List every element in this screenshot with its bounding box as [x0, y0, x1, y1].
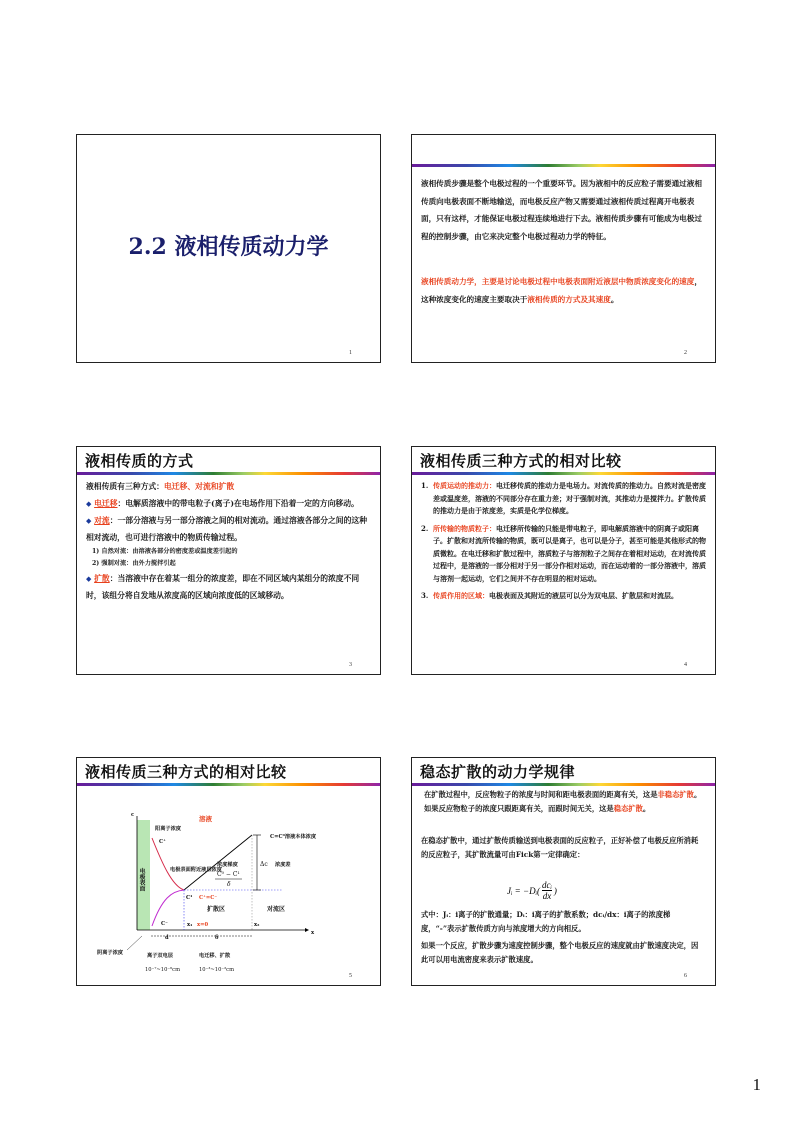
page-number: 1 — [752, 1075, 761, 1094]
svg-text:C¹: C¹ — [186, 895, 193, 901]
slide-1 — [76, 134, 381, 363]
svg-text:浓度差: 浓度差 — [275, 862, 291, 868]
term: 对流 — [94, 516, 110, 525]
item-number: 2. — [421, 523, 429, 533]
formula-right: ) — [553, 885, 557, 896]
highlight-text: 非稳态扩散 — [657, 790, 694, 799]
slide-4 — [411, 446, 716, 675]
slide-2 — [411, 134, 716, 363]
svg-text:10⁻⁷~10⁻⁶cm: 10⁻⁷~10⁻⁶cm — [145, 967, 181, 973]
fick-formula — [507, 880, 557, 901]
term: 传质作用的区域： — [433, 591, 489, 600]
slide-paragraph-2 — [421, 273, 707, 308]
highlight-text: 液相传质动力学，主要是讨论电极过程中电极表面附近液层中物质浓度变化的速度 — [421, 277, 695, 286]
paragraph-1 — [424, 788, 703, 815]
slide-body — [86, 478, 372, 604]
plain-text: 。 — [642, 803, 651, 813]
svg-text:对流区: 对流区 — [267, 906, 286, 913]
plain-text: ，这种浓度变化的速度主要取决于 — [421, 277, 702, 304]
definition: 电迁移所传输的只能是带电粒子，即电解质溶液中的阴离子或阳离子。扩散和对流所传输的物质，既可以是离子，也可以是分子，甚至可能是其他形式的物质微粒。在电迁移和扩散过程中，溶质粒子与溶剂粒子之间存在着相对运动，在对流传质过程中，是溶液的一部分相对于另一部分作相对运动，而在运动着的一部分溶液中，溶质与溶剂一起运动，它们之间并不存在明显的相对运动。 — [433, 523, 706, 583]
svg-text:d: d — [165, 935, 169, 941]
slide-6 — [411, 757, 716, 986]
paragraph-3: 式中：Jᵢ：i离子的扩散通量；Dᵢ：i离子的扩散系数；dcᵢ/dx：i离子的浓度梯度，“-”表示扩散传质方向与浓度增大的方向相反。 — [421, 910, 671, 933]
concentration-diagram — [77, 758, 381, 986]
term: 传质运动的推动力： — [433, 481, 496, 490]
slide-number: 2 — [684, 350, 687, 356]
term: 扩散 — [94, 574, 110, 583]
slide-heading: 液相传质的方式 — [85, 452, 194, 470]
fraction — [542, 880, 552, 901]
slide-title: 2.2 液相传质动力学 — [128, 234, 329, 260]
intro-line — [86, 478, 372, 495]
slide-heading: 液相传质三种方式的相对比较 — [85, 763, 287, 781]
slide-number: 1 — [349, 350, 352, 356]
definition: 电极表面及其附近的液层可以分为双电层、扩散层和对流层。 — [489, 591, 678, 600]
slide-3 — [76, 446, 381, 675]
paragraph-2: 在稳态扩散中，通过扩散传质输送到电极表面的反应粒子，正好补偿了电极反应所消耗的反应粒子，其扩散流量可由Fick第一定律确定： — [421, 836, 699, 859]
svg-text:阳离子浓度: 阳离子浓度 — [155, 826, 181, 832]
svg-text:10⁻³~10⁻²cm: 10⁻³~10⁻²cm — [199, 967, 235, 973]
svg-text:x=0: x=0 — [197, 922, 209, 928]
sub-item: 1) 自然对流：由溶液各部分的密度差或温度差引起的 — [92, 548, 238, 555]
formula-left: Jᵢ = −Dᵢ( — [507, 885, 540, 896]
rainbow-divider — [77, 472, 380, 475]
slide-heading: 稳态扩散的动力学规律 — [420, 763, 576, 781]
rainbow-divider — [412, 472, 715, 475]
svg-text:C⁰ − C¹: C⁰ − C¹ — [217, 871, 240, 878]
rainbow-divider — [412, 164, 715, 167]
numerator: dcᵢ — [542, 880, 552, 890]
denominator: dx — [542, 891, 552, 901]
list-item — [421, 590, 707, 603]
svg-text:电极表面: 电极表面 — [138, 868, 144, 892]
plain-text: 在扩散过程中，反应物粒子的浓度与时间和距电极表面的距离有关，这是 — [424, 790, 658, 799]
svg-text:c: c — [131, 812, 135, 818]
svg-text:C=C⁰溶液本体浓度: C=C⁰溶液本体浓度 — [270, 834, 317, 840]
svg-text:δ: δ — [227, 881, 231, 888]
slide-5 — [76, 757, 381, 986]
svg-text:电迁移、扩散: 电迁移、扩散 — [199, 953, 231, 959]
paragraph-4: 如果一个反应，扩散步骤为速度控制步骤，整个电极反应的速度就由扩散速度决定，因此可以用电流密度来表示扩散速度。 — [421, 941, 699, 964]
slide-heading: 液相传质三种方式的相对比较 — [420, 452, 622, 470]
plain-text: 。 — [610, 294, 619, 304]
list-item — [86, 495, 372, 512]
definition: 电迁移传质的推动力是电场力。对流传质的推动力。自然对流是密度差或温度差，溶液的不同部分存在重力差；对于强制对流，其推动力是搅拌力。扩散传质的推动力是由于浓度差，实质是化学位梯度。 — [433, 481, 706, 515]
svg-text:C⁻: C⁻ — [161, 921, 168, 927]
sub-item: 2) 强制对流：由外力搅拌引起 — [92, 560, 176, 567]
slide-paragraph-1: 液相传质步骤是整个电极过程的一个重要环节。因为液相中的反应粒子需要通过液相传质向电极表面不断地输送，而电极反应产物又需要通过液相传质过程离开电极表面，只有这样，才能保证电极过程连续地进行下去。液相传质步骤有可能成为电极过程的控制步骤，由它来决定整个电极过程动力学的特征。 — [421, 179, 702, 241]
slide-number: 4 — [684, 662, 687, 668]
slide-number: 6 — [684, 973, 687, 979]
svg-text:离子双电层: 离子双电层 — [147, 953, 173, 959]
plain-text: 。如果反应物粒子的浓度只跟距离有关，而跟时间无关，这是 — [424, 790, 702, 813]
svg-text:C⁺=C⁻: C⁺=C⁻ — [199, 895, 218, 901]
slide-number: 5 — [349, 973, 352, 979]
definition: ：一部分溶液与另一部分溶液之间的相对流动。通过溶液各部分之间的这种相对流动，也可进行溶液中的物质传输过程。 — [86, 516, 367, 542]
list-item — [86, 570, 372, 604]
item-number: 1. — [421, 481, 429, 490]
rainbow-divider — [412, 783, 715, 786]
item-number: 3. — [421, 591, 429, 600]
svg-text:x₂: x₂ — [254, 922, 260, 928]
highlight-text: 液相传质的方式及其速度 — [527, 294, 611, 304]
intro-highlight: 电迁移、对流和扩散 — [163, 482, 235, 491]
term: 所传输的物质粒子： — [433, 523, 496, 533]
diamond-bullet-icon: ◆ — [86, 574, 92, 583]
highlight-text: 稳态扩散 — [613, 803, 643, 813]
diamond-bullet-icon: ◆ — [86, 499, 92, 508]
definition: ：当溶液中存在着某一组分的浓度差，即在不同区域内某组分的浓度不同时，该组分将自发地从浓度高的区域向浓度低的区域移动。 — [86, 574, 360, 600]
svg-text:δ: δ — [215, 935, 219, 941]
svg-text:扩散区: 扩散区 — [207, 906, 226, 913]
term: 电迁移 — [94, 499, 118, 508]
svg-text:x₁: x₁ — [187, 922, 193, 928]
svg-text:Δc: Δc — [260, 861, 268, 868]
slide-number: 3 — [349, 662, 352, 668]
svg-text:x: x — [311, 930, 315, 936]
comparison-list — [421, 480, 707, 608]
definition: ：电解质溶液中的带电粒子(离子)在电场作用下沿着一定的方向移动。 — [117, 499, 359, 508]
list-item — [421, 480, 707, 518]
diamond-bullet-icon: ◆ — [86, 516, 92, 525]
list-item — [421, 523, 707, 586]
list-item — [86, 512, 372, 546]
intro-text: 液相传质有三种方式： — [86, 482, 164, 491]
svg-text:溶液: 溶液 — [199, 815, 212, 823]
svg-text:电极表面附近液层浓度: 电极表面附近液层浓度 — [170, 867, 222, 873]
svg-text:浓度梯度: 浓度梯度 — [217, 862, 238, 868]
svg-text:C⁺: C⁺ — [159, 839, 166, 845]
svg-text:阴离子浓度: 阴离子浓度 — [97, 950, 123, 956]
